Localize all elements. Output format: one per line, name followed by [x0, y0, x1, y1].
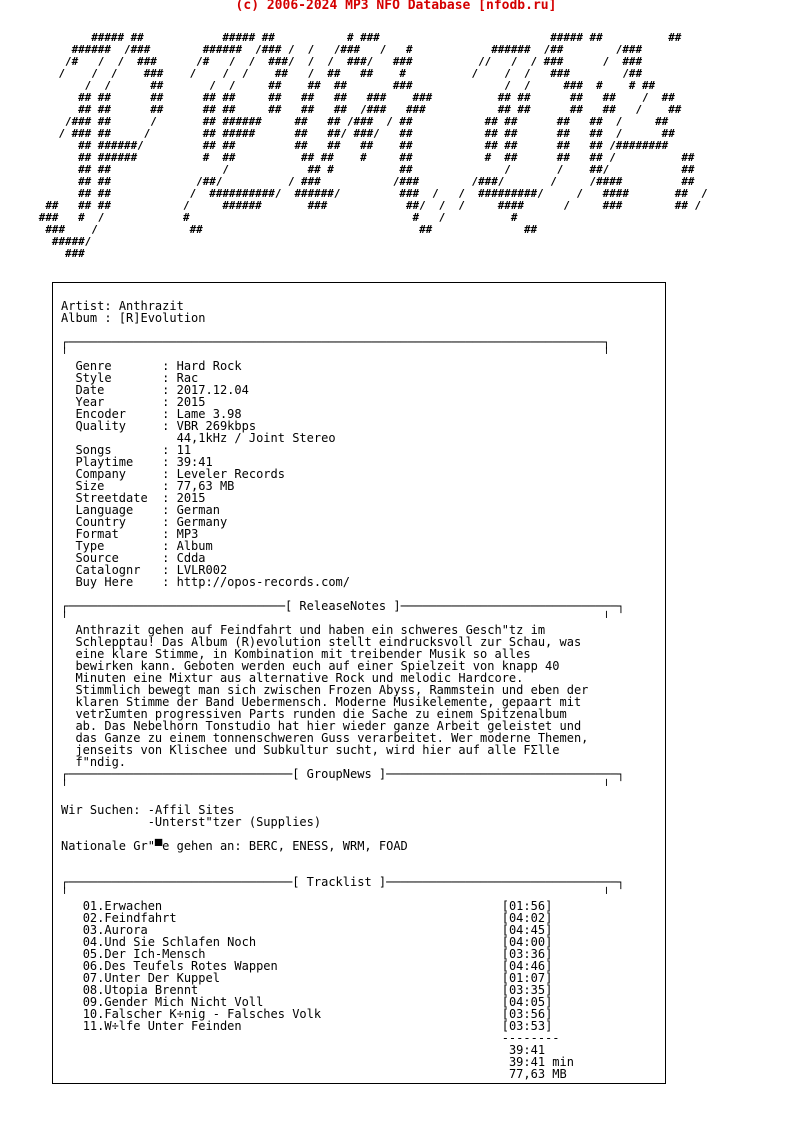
total-time-min: 39:41 min [508, 1055, 574, 1069]
track-time: [04:45] [501, 923, 553, 937]
info-value: 11 [176, 443, 192, 457]
release-note-line: Schlepptau! Das Album (R)evolution stellt eindrucksvoll zur Schau, was [75, 635, 582, 649]
wanted-line: Wir Suchen: -Affil Sites [61, 803, 235, 817]
release-note-line: bewirken kann. Geboten werden euch auf einer Spielzeit von knapp 40 [75, 659, 560, 673]
info-row: Songs : 11 [75, 443, 192, 457]
info-row: Encoder : Lame 3.98 [75, 407, 242, 421]
release-note-line: das Ganze zu einem tonnenschweren Guss verarbeitet. Wer moderne Themen, [75, 731, 589, 745]
info-value: Germany [176, 515, 228, 529]
track-time: [03:35] [501, 983, 553, 997]
info-row: Language : German [75, 503, 220, 517]
info-row: Streetdate : 2015 [75, 491, 206, 505]
track-time: [04:02] [501, 911, 553, 925]
info-value: Rac [176, 371, 199, 385]
info-top-border: ┌──────────────────────────────────────────────────────────────────────────┐ [61, 335, 611, 349]
track-name: 11.W÷lfe Unter Feinden [82, 1019, 242, 1033]
info-value: 2015 [176, 395, 206, 409]
info-row: Size : 77,63 MB [75, 479, 235, 493]
info-row: Source : Cdda [75, 551, 206, 565]
info-value: Album [176, 539, 213, 553]
info-row: Buy Here : http://opos-records.com/ [75, 575, 350, 589]
info-value: 39:41 [176, 455, 213, 469]
info-label: Genre [75, 359, 112, 373]
info-row: Country : Germany [75, 515, 228, 529]
track-name: 02.Feindfahrt [82, 911, 177, 925]
artist-name: Anthrazit [118, 299, 184, 313]
nfo-content: Artist: Anthrazit Album : [R]Evolution ┌──────────────────────────────────────────────────────────────────────────┐ ╵ ╵ Genre : Hard Rock Style : Rac Date : 2017.12.04 Year : 2015 Encoder : Lame 3.98 Quality : VBR 269kbps 44,1kHz / Joint Stereo Songs : 11 Playtime : 39:41 Company : Leveler Records Size : 77,63 MB Streetdate : 2015 Language : German Country : Germany Format : MP3 Type : Album Source : Cdda Catalognr : LVLR002 Buy Here : http://opos-records.com/ ┌──────────────────────────────[ ReleaseNotes ]──────────────────────────────┐ ╵ ╵ Anthrazit gehen auf Feindfahrt und haben ein schweres Gesch"tz im Schlepptau! Das Album (R)evolution stellt eindrucksvoll zur Schau, was eine klare Stimme, in Kombination mit treibender Musik so alles bewirken kann. Geboten werden euch auf einer Spielzeit von knapp 40 Minuten eine Mixtur aus alternative Rock und melodic Hardcore. Stimmlich bewegt man sich zwischen Frozen Abyss, Rammstein und eben der klaren Stimme der Band Uebermensch. Moderne Musikelemente, gepaart mit vetrΣumten progressiven Parts runden die Sache zu einem Spitzenalbum ab. Das Nebelhorn Tonstudio hat hier wieder ganze Arbeit geleistet und das Ganze zu einem tonnenschweren Guss verarbeitet. Wer moderne Themen, jenseits von Klischee und Subkultur sucht, wird hier auf alle FΣlle f"ndig. ┌───────────────────────────────[ GroupNews ]────────────────────────────────┐ ╵ ╵ Wir Suchen: -Affil Sites -Unterst"tzer (Supplies) Nationale Gr"▀e gehen an: BERC, ENESS, WRM, FOAD ┌───────────────────────────────[ Tracklist ]────────────────────────────────┐ ╵ ╵ 01.Erwachen [01:56] 02.Feindfahrt [04:02] 03.Aurora [04:45] 04.Und Sie Schlafen Noch [04:00] 05.Der Ich-Mensch [03:36] 06.Des Teufels Rotes Wappen [04:46] 07.Unter Der Kuppel [01:07] 08.Utopia Brennt [03:35] 09.Gender Mich Nicht Voll [04:05] 10.Falscher K÷nig - Falsches Volk [03:56] 11.W÷lfe Unter Feinden [03:53] -------- 39:41 39:41 min 77,63 MB [61, 299, 625, 1081]
info-value: http://opos-records.com/ [176, 575, 350, 589]
info-label: Quality [75, 419, 127, 433]
info-value: Hard Rock [176, 359, 242, 373]
info-value: 2015 [176, 491, 206, 505]
info-value: Cdda [176, 551, 206, 565]
total-time: 39:41 [508, 1043, 546, 1057]
info-label: Size [75, 479, 105, 493]
info-row: Year : 2015 [75, 395, 206, 409]
track-time: [03:36] [501, 947, 553, 961]
track-time: [04:00] [501, 935, 553, 949]
info-label: Company [75, 467, 127, 481]
track-time: [03:53] [501, 1019, 553, 1033]
track-time: [04:46] [501, 959, 553, 973]
track-name: 06.Des Teufels Rotes Wappen [82, 959, 278, 973]
info-label: Playtime [75, 455, 134, 469]
track-name: 03.Aurora [82, 923, 148, 937]
release-note-line: Anthrazit gehen auf Feindfahrt und haben ein schweres Gesch"tz im [75, 623, 546, 637]
release-note-line: f"ndig. [75, 755, 127, 769]
total-divider: -------- [501, 1031, 560, 1045]
info-row: Company : Leveler Records [75, 467, 285, 481]
info-value: 77,63 MB [176, 479, 235, 493]
info-label: Format [75, 527, 119, 541]
release-note-line: Minuten eine Mixtur aus alternative Rock und melodic Hardcore. [75, 671, 524, 685]
track-name: 07.Unter Der Kuppel [82, 971, 220, 985]
info-row: Genre : Hard Rock [75, 359, 242, 373]
release-note-line: ab. Das Nebelhorn Tonstudio hat hier wieder ganze Arbeit geleistet und [75, 719, 582, 733]
info-label: Style [75, 371, 112, 385]
info-row: Playtime : 39:41 [75, 455, 213, 469]
release-note-line: jenseits von Klischee und Subkultur sucht, wird hier auf alle FΣlle [75, 743, 560, 757]
info-value: Leveler Records [176, 467, 285, 481]
info-label: Language [75, 503, 134, 517]
info-table [61, 360, 625, 588]
release-note-line: Stimmlich bewegt man sich zwischen Frozen Abyss, Rammstein und eben der [75, 683, 589, 697]
info-value: Lame 3.98 [176, 407, 242, 421]
ascii-logo-art: ##### ## ##### ## # ### ##### ## ## ###### /### ###### /### / / /### / # ###### /## /### /# / / ### /# / / ###/ / / ###/ ### // / / ### / ### / / / ### / / / ## / ## ## # / / / ### /## / / ## / / ## ## ## ### / / ### # # ## ## ## ## ## ## ## ## ## ### ### ## ## ## ## / ## ## ## ## ## ## ## ## ## /### ### ## ## ## ## / ## /### ## / ## ###### ## ## /### / ## ## ## ## ## / ## / ### ## / ## ##### ## ##/ ###/ ## ## ## ## ## / ## ## ######/ ## ## ## ## ## ## ## ## ## ## /######## ## ###### # ## ## ## # ## # ## ## ## / ## ## ## / ## # ## / / ##/ ## ## ## /##/ / ### /### /###/ / /#### ## ## ## / ##########/ ######/ ### / / #########/ / #### ## / ## ## ## / ###### ### ##/ / / #### / ### ## / ### # / # # / # ### / ## ## ## #####/ ### [38, 31, 708, 260]
info-row: Catalognr : LVLR002 [75, 563, 228, 577]
total-size: 77,63 MB [508, 1067, 567, 1081]
album-line: Album : [R]Evolution [61, 311, 206, 325]
copyright-banner: (c) 2006-2024 MP3 NFO Database [nfodb.ru] [235, 0, 557, 13]
release-note-line: eine klare Stimme, in Kombination mit treibender Musik so alles [75, 647, 531, 661]
info-value: 44,1kHz / Joint Stereo [176, 431, 336, 445]
info-label: Year [75, 395, 105, 409]
info-value: 2017.12.04 [176, 383, 249, 397]
track-name: 04.Und Sie Schlafen Noch [82, 935, 257, 949]
track-name: 10.Falscher K÷nig - Falsches Volk [82, 1007, 322, 1021]
info-label: Buy Here [75, 575, 134, 589]
track-name: 08.Utopia Brennt [82, 983, 199, 997]
track-time: [01:07] [501, 971, 553, 985]
artist-line: Artist: Anthrazit [61, 299, 184, 313]
info-label: Encoder [75, 407, 127, 421]
info-label: Songs [75, 443, 112, 457]
group-news-header: ┌───────────────────────────────[ GroupNews ]────────────────────────────────┐ [61, 767, 625, 781]
info-label: Streetdate [75, 491, 148, 505]
info-row: Style : Rac [75, 371, 199, 385]
release-note-line: vetrΣumten progressiven Parts runden die Sache zu einem Spitzenalbum [75, 707, 567, 721]
info-row: Quality : VBR 269kbps [75, 419, 257, 433]
info-label: Source [75, 551, 119, 565]
info-value: German [176, 503, 220, 517]
info-row: Date : 2017.12.04 [75, 383, 249, 397]
tracklist-header: ┌───────────────────────────────[ Tracklist ]────────────────────────────────┐ [61, 875, 625, 889]
nfo-panel [52, 282, 666, 1084]
info-label: Type [75, 539, 105, 553]
track-name: 01.Erwachen [82, 899, 163, 913]
wanted-line-2: -Unterst"tzer (Supplies) [147, 815, 322, 829]
release-notes-header: ┌──────────────────────────────[ ReleaseNotes ]──────────────────────────────┐ [61, 599, 625, 613]
ascii-logo [6, 32, 786, 264]
track-time: [04:05] [501, 995, 553, 1009]
track-name: 09.Gender Mich Nicht Voll [82, 995, 264, 1009]
info-row: Format : MP3 [75, 527, 199, 541]
tracklist [61, 900, 625, 1032]
info-row: Type : Album [75, 539, 213, 553]
info-label: Catalognr [75, 563, 141, 577]
info-label: Country [75, 515, 127, 529]
greetings-line: Nationale Gr"▀e gehen an: BERC, ENESS, WRM, FOAD [61, 839, 408, 853]
release-notes-text [61, 624, 625, 768]
info-value: LVLR002 [176, 563, 228, 577]
info-value: MP3 [176, 527, 199, 541]
info-label: Date [75, 383, 105, 397]
album-name: [R]Evolution [118, 311, 206, 325]
track-time: [01:56] [501, 899, 553, 913]
info-value: VBR 269kbps [176, 419, 257, 433]
release-note-line: klaren Stimme der Band Uebermensch. Moderne Musikelemente, gepaart mit [75, 695, 582, 709]
track-name: 05.Der Ich-Mensch [82, 947, 206, 961]
track-time: [03:56] [501, 1007, 553, 1021]
